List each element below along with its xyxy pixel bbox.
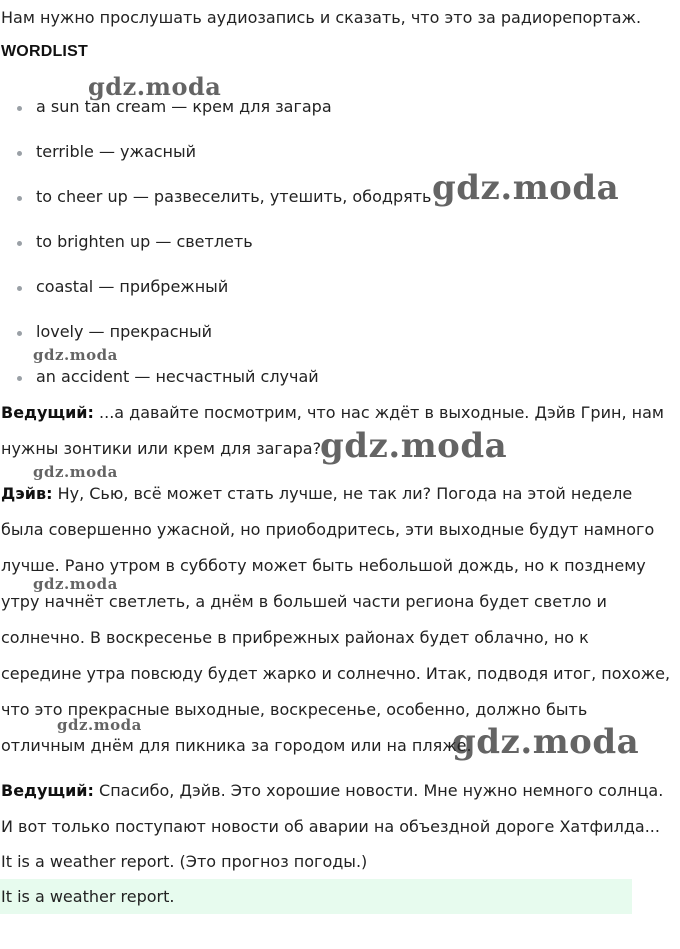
wordlist-entry: lovely — прекрасный (36, 322, 213, 341)
list-item (0, 321, 431, 366)
list-item (0, 141, 431, 186)
answer-with-translation: It is a weather report. (Это прогноз погоды.) (1, 852, 368, 871)
dialogue-text: ...а давайте посмотрим, что нас ждёт в выходные. Дэйв Грин, нам нужны зонтики или крем для загара? (1, 403, 664, 458)
wordlist-entry: terrible — ужасный (36, 142, 197, 161)
speaker-name: Ведущий (1, 781, 88, 800)
watermark-logo: gdz.moda (320, 426, 508, 466)
dialogue-line-presenter-2 (1, 773, 673, 845)
bullet-icon (17, 151, 22, 156)
bullet-icon (17, 196, 22, 201)
bullet-icon (17, 106, 22, 111)
list-item (0, 231, 431, 276)
dialogue-line-dave (1, 476, 673, 764)
intro-text: Нам нужно прослушать аудиозапись и сказать, что это за радиорепортаж. (1, 8, 642, 27)
watermark-logo: gdz.moda (452, 722, 640, 762)
dialogue-text: Спасибо, Дэйв. Это хорошие новости. Мне нужно немного солнца. И вот только поступают новости об аварии на объездной дороге Хатфилда... (1, 781, 664, 836)
wordlist-entry: an accident — несчастный случай (36, 367, 319, 386)
speaker-colon: : (46, 484, 53, 503)
speaker-name: Ведущий (1, 403, 88, 422)
list-item (0, 186, 431, 231)
dialogue-line-presenter-1 (1, 395, 673, 467)
watermark-logo: gdz.moda (432, 168, 620, 208)
wordlist-entry: coastal — прибрежный (36, 277, 229, 296)
answer-highlight-box: It is a weather report. (0, 879, 632, 914)
bullet-icon (17, 376, 22, 381)
wordlist-heading: WORDLIST (1, 43, 88, 60)
wordlist-entry: a sun tan cream — крем для загара (36, 97, 332, 116)
speaker-colon: : (87, 781, 94, 800)
bullet-icon (17, 286, 22, 291)
bullet-icon (17, 331, 22, 336)
speaker-colon: : (87, 403, 94, 422)
watermark-logo: gdz.moda (33, 575, 118, 593)
wordlist (0, 96, 431, 411)
watermark-logo: gdz.moda (33, 346, 118, 364)
speaker-name: Дэйв (1, 484, 47, 503)
list-item (0, 96, 431, 141)
wordlist-entry: to cheer up — развеселить, утешить, ободрять (36, 187, 432, 206)
watermark-logo: gdz.moda (88, 72, 222, 101)
watermark-logo: gdz.moda (33, 463, 118, 481)
watermark-logo: gdz.moda (57, 716, 142, 734)
dialogue-text: Ну, Сью, всё может стать лучше, не так ли? Погода на этой неделе была совершенно ужасной, но приободритесь, эти выходные будут намного лучше. Рано утром в субботу может быть небольшой дождь, но к позднему утру начнёт светлеть, а днём в большей части региона будет светло и солнечно. В воскресенье в прибрежных районах будет облачно, но к середине утра повсюду будет жарко и солнечно. Итак, подводя итог, похоже, что это прекрасные выходные, воскресенье, особенно, должно быть отличным днём для пикника за городом или на пляже. (1, 484, 671, 755)
list-item (0, 276, 431, 321)
wordlist-entry: to brighten up — светлеть (36, 232, 253, 251)
bullet-icon (17, 241, 22, 246)
